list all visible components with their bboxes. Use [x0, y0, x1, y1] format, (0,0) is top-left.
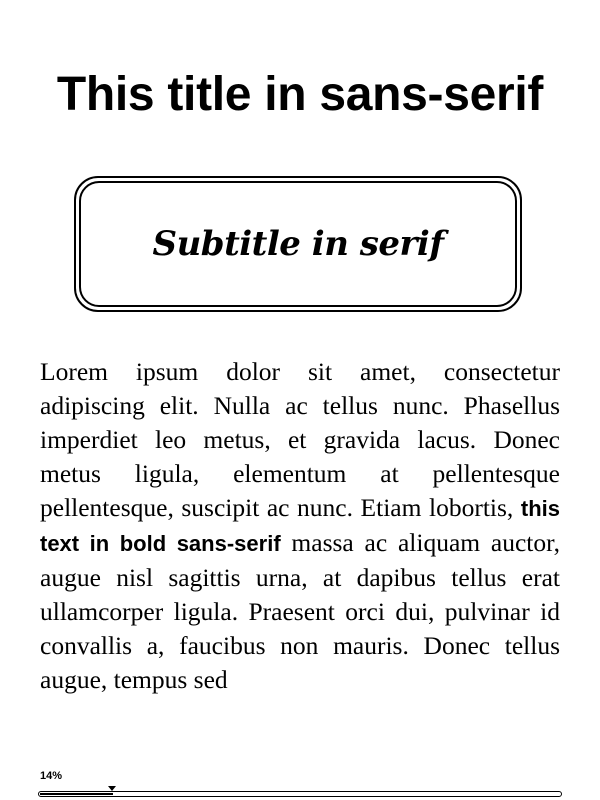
page-title: This title in sans-serif: [56, 68, 544, 121]
body-text-part-1: Lorem ipsum dolor sit amet, consectetur adipiscing elit. Nulla ac tellus nunc. Phasellus imperdiet leo metus, et gravida lacus. Donec metus ligula, elementum at pellentesque pellentesque, suscipit ac nunc. Etiam lobortis,: [40, 357, 560, 522]
reading-progress-bar[interactable]: [38, 791, 562, 797]
body-paragraph: [40, 355, 560, 729]
subtitle: Subtitle in serif: [152, 224, 444, 264]
body-text-part-2: massa ac aliquam auctor, augue nisl sagittis urna, at dapibus tellus erat ullamcorper ligula. Praesent orci dui, pulvinar id convallis a, faucibus non mauris. Donec tellus augue, tempus sed: [40, 528, 560, 694]
progress-percent-label: 14%: [40, 770, 63, 782]
subtitle-frame-inner: [79, 181, 517, 307]
reading-progress-fill: [40, 793, 113, 795]
body-text-bold: this text in bold sans-serif: [40, 496, 560, 556]
subtitle-frame: [74, 176, 522, 312]
